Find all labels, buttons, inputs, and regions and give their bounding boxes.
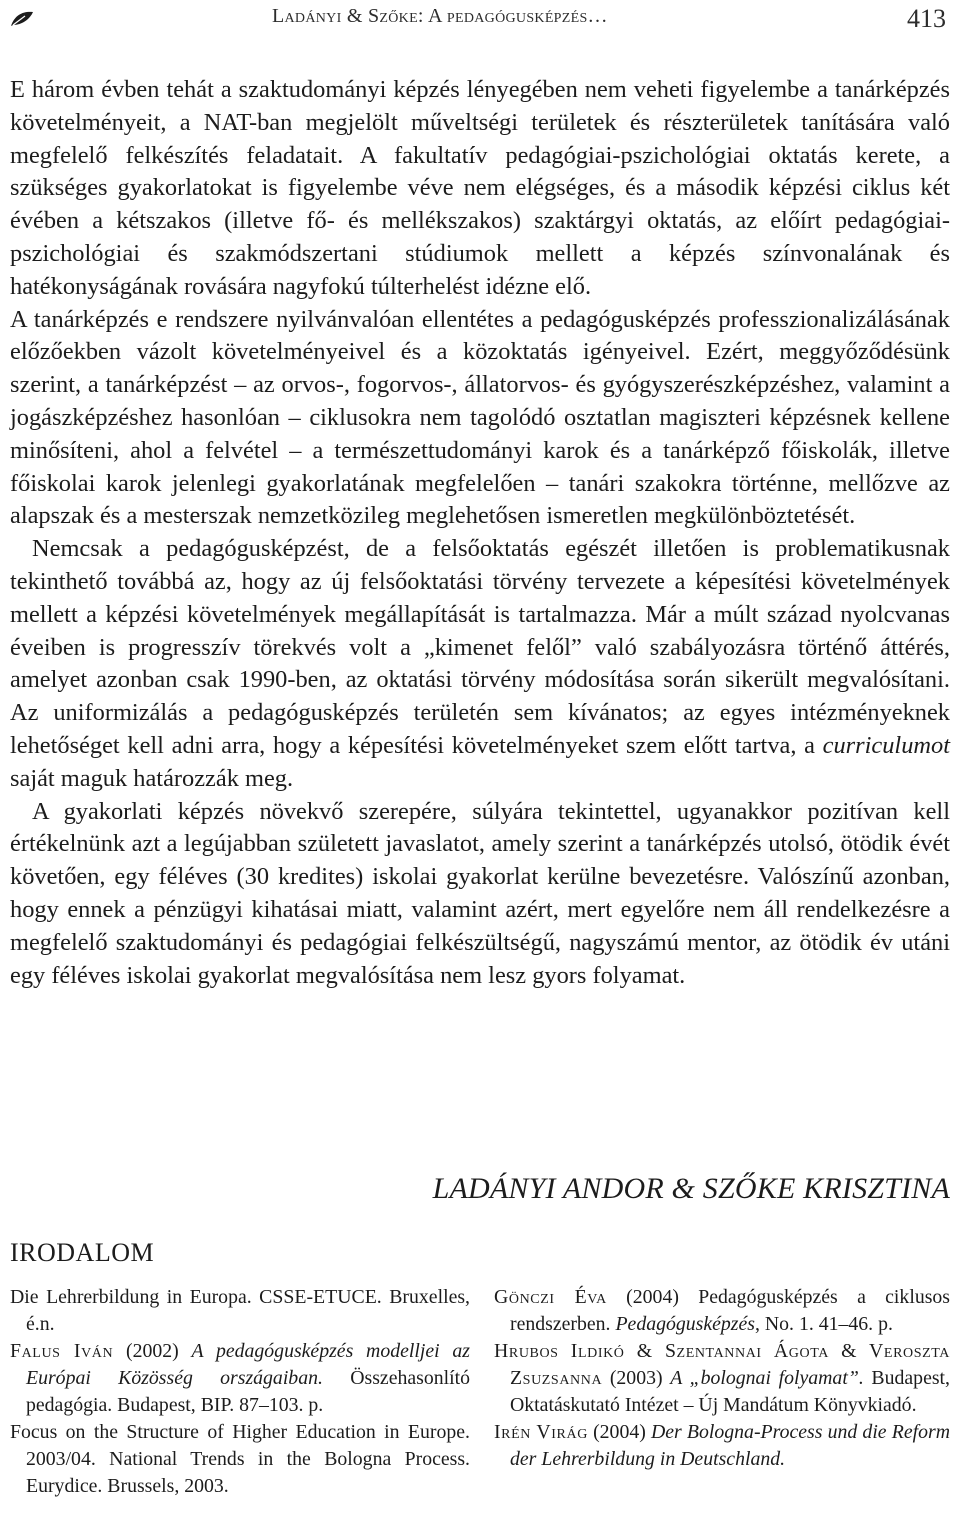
- reference-year: (2003): [602, 1367, 671, 1389]
- paragraph-4: A gyakorlati képzés növekvő szerepére, súlyára tekintettel, ugyanakkor pozitívan kell értékelnünk azt a legújabban született javaslatot, amely szerint a tanárképzés utolsó, ötödik évét követően, egy féléves (30 kredites) iskolai gyakorlat kerülne bevezetésre. Valószínű azonban, hogy ennek a pénzügyi kihatásai miatt, valamint azért, mert egyelőre nem áll rendelkezésre a megfelelő szaktudományi és pedagógiai felkészültségű, nagyszámú mentor, az ötödik év utáni egy féléves iskolai gyakorlat megvalósítása nem lesz gyors folyamat.: [10, 797, 950, 989]
- reference-title: A „bolognai folyamat”.: [670, 1367, 864, 1389]
- reference-title: A pedagógusképzés modelljei az Európai Közösség országaiban.: [26, 1340, 470, 1389]
- author-signature: LADÁNYI ANDOR & SZŐKE KRISZTINA: [432, 1172, 950, 1205]
- reference-item: [494, 1338, 950, 1419]
- paragraph-1: E három évben tehát a szaktudományi képzés lényegében nem veheti figyelembe a tanárképzés követelményeit, a NAT-ban megjelölt műveltségi területek és részterületek tanítására való megfelelő felkészítés feladatait. A fakultatív pedagógiai-pszichológiai oktatás kerete, a szükséges gyakorlatokat is figyelembe véve nem elégséges, és a második képzési ciklus két évében a kétszakos (illetve fő- és mellékszakos) szaktárgyi oktatás, az előírt pedagógiai-pszichológiai és szakmódszertani stúdiumok mellett a képzés színvonalának és hatékonyságának rovására nagyfokú túlterhelést idézne elő.: [10, 76, 950, 300]
- reference-author: Irén Virág: [494, 1421, 588, 1443]
- paragraph-2: A tanárképzés e rendszere nyilvánvalóan ellentétes a pedagógusképzés professzionalizálásának előzőekben vázolt követelményeivel és a közoktatás igényeivel. Ezért, meggyőződésünk szerint, a tanárképzést – az orvos-, fogorvos-, állatorvos- és gyógyszerészképzéshez, valamint a jogászképzéshez hasonlóan – ciklusokra nem tagolódó osztatlan magiszteri képzésnek kellene minősíteni, ahol a felvétel – a természettudományi karok és a tanárképző főiskolák, illetve főiskolai karok jelenlegi gyakorlatának megfelelően – tanári szakokra történne, mellőzve az alapszak és a mesterszak nemzetközileg meglehetősen ismeretlen megkülönböztetését.: [10, 305, 950, 530]
- references-right-column: [494, 1284, 950, 1473]
- reference-author: Gönczi Éva: [494, 1286, 607, 1308]
- reference-author: Falus Iván: [10, 1340, 114, 1362]
- reference-text: Focus on the Structure of Higher Education in Europe. 2003/04. National Trends in the Bologna Process. Eurydice. Brussels, 2003.: [10, 1421, 470, 1497]
- running-head-title: Ladányi & Szőke: A pedagógusképzés…: [272, 5, 608, 27]
- reference-publication: Összehasonlító pedagógia. Budapest, BIP. 87–103. p.: [26, 1367, 470, 1416]
- reference-item: [10, 1419, 470, 1500]
- reference-item: [494, 1419, 950, 1473]
- page-number: 413: [907, 4, 946, 33]
- reference-year: (2004): [587, 1421, 651, 1443]
- paragraph-3: [10, 533, 950, 795]
- reference-item: [494, 1284, 950, 1338]
- paragraph-3-text-b: saját maguk határozzák meg.: [10, 764, 294, 792]
- reference-author: Hrubos Ildikó & Szentannai Ágota & Veroszta Zsuzsanna: [494, 1340, 950, 1389]
- reference-item: [10, 1284, 470, 1338]
- paragraph-3-italic-term: curriculumot: [822, 731, 950, 759]
- reference-publication: Budapest, Oktatáskutató Intézet – Új Mandátum Könyvkiadó.: [510, 1367, 950, 1416]
- reference-text: Die Lehrerbildung in Europa. CSSE-ETUCE. Bruxelles, é.n.: [10, 1286, 470, 1335]
- paragraph-3-text-a: Nemcsak a pedagógusképzést, de a felsőoktatás egészét illetően is problematikusnak tekinthető továbbá az, hogy az új felsőoktatási törvény tervezete a képesítési követelmények mellett a képzési követelmények megállapítását is tartalmazza. Már a múlt század nyolcvanas éveiben is progresszív törekvés volt a „kimenet felől” való szabályozásra történő áttérés, amelyet azonban csak 1990-ben, az oktatási törvény módosítása során sikerült megvalósítani. Az uniformizálás a pedagógusképzés területén sem kívánatos; az egyes intézményeknek lehetőséget kell adni arra, hogy a képesítési követelményeket szem előtt tartva, a: [10, 535, 950, 759]
- references-left-column: [10, 1284, 470, 1500]
- running-header: [10, 2, 950, 36]
- reference-item: [10, 1338, 470, 1419]
- reference-publication: , No. 1. 41–46. p.: [754, 1313, 893, 1335]
- reference-year: (2002): [113, 1340, 192, 1362]
- references-heading: IRODALOM: [10, 1238, 155, 1267]
- reference-title: Der Bologna-Process und die Reform der Lehrerbildung in Deutschland.: [510, 1421, 950, 1470]
- reference-journal: Pedagógusképzés: [615, 1313, 755, 1335]
- reference-year: (2004) Pedagógusképzés a ciklusos rendszerben.: [510, 1286, 950, 1335]
- article-body: [10, 74, 950, 992]
- leaf-ornament-icon: [10, 10, 34, 28]
